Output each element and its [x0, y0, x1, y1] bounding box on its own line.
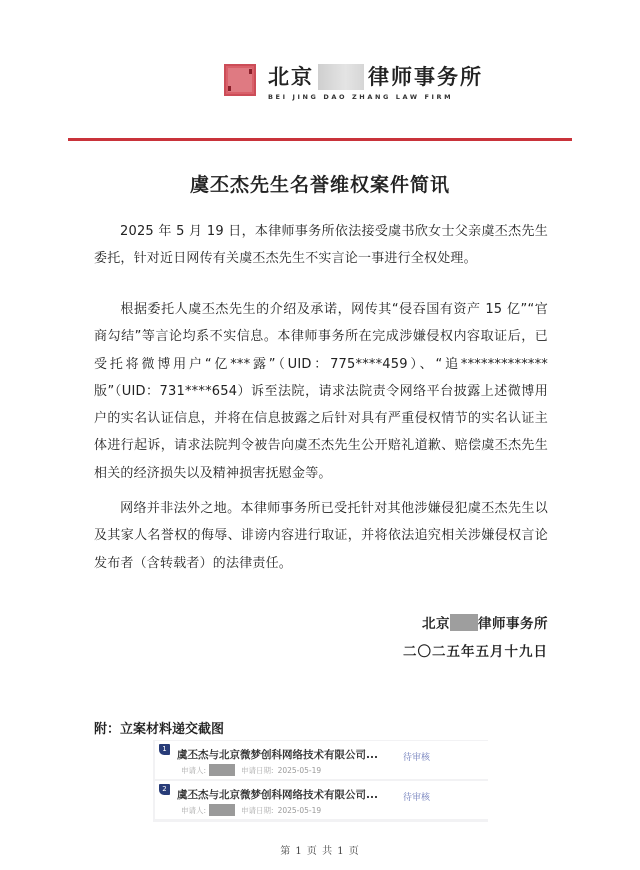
case-card[interactable] — [155, 781, 488, 819]
case-filing-screenshot — [153, 740, 488, 822]
case-index-badge: 1 — [159, 744, 170, 755]
signature-firm — [422, 612, 548, 632]
firm-logo-text — [268, 64, 483, 101]
firm-name-en: BEI JING DAO ZHANG LAW FIRM — [268, 93, 454, 101]
signature-date: 二〇二五年五月十九日 — [403, 644, 548, 660]
paragraph-text: 网络并非法外之地。本律师事务所已受托针对其他涉嫌侵犯虞丕杰先生以及其家人名誉权的侮辱、诽谤内容进行取证，并将依法追究相关涉嫌侵权言论发布者（含转载者）的法律责任。 — [94, 501, 548, 571]
paragraph-3 — [94, 495, 548, 577]
filing-date: 2025-05-19 — [277, 805, 322, 815]
firm-name-cn — [268, 64, 483, 90]
firm-name-prefix: 北京 — [268, 64, 314, 89]
firm-name-suffix: 律师事务所 — [368, 64, 483, 89]
signature-firm-prefix: 北京 — [422, 616, 450, 632]
signature-firm-suffix: 律师事务所 — [478, 616, 548, 632]
case-meta — [181, 764, 321, 776]
applicant-label: 申请人: — [181, 805, 207, 815]
attachment-label: 附：立案材料递交截图 — [94, 722, 225, 737]
applicant-label: 申请人: — [181, 765, 207, 775]
case-title: 虞丕杰与北京微梦创科网络技术有限公司... — [177, 789, 378, 801]
paragraph-text: 2025 年 5 月 19 日，本律师事务所依法接受虞书欣女士父亲虞丕杰先生委托，针对近日网传有关虞丕杰先生不实言论一事进行全权处理。 — [94, 224, 548, 267]
status-badge: 待审核 — [403, 753, 431, 763]
date-label: 申请日期: — [241, 805, 274, 815]
case-meta — [181, 804, 321, 816]
case-index-badge: 2 — [159, 784, 170, 795]
paragraph-1 — [94, 218, 548, 273]
paragraph-text: 根据委托人虞丕杰先生的介绍及承诺，网传其“侵吞国有资产 15 亿”“官商勾结”等言论均系不实信息。本律师事务所在完成涉嫌侵权内容取证后，已受托将微博用户“亿***露”（UID：775****459）、“追*************版”（UID：731****654）诉至法院，请求法院责令网络平台披露上述微博用户的实名认证信息，并将在信息披露之后针对具有严重侵权情节的实名认证主体进行起诉，请求法院判令被告向虞丕杰先生公开赔礼道歉、赔偿虞丕杰先生相关的经济损失以及精神损害抚慰金等。 — [94, 302, 548, 481]
header-divider — [68, 138, 572, 141]
paragraph-2 — [94, 296, 548, 487]
filing-date: 2025-05-19 — [277, 765, 322, 775]
redacted-block — [318, 64, 364, 90]
redacted-block — [450, 614, 478, 631]
red-seal-icon — [224, 64, 256, 96]
redacted-applicant — [209, 804, 235, 816]
case-title: 虞丕杰与北京微梦创科网络技术有限公司... — [177, 749, 378, 761]
redacted-applicant — [209, 764, 235, 776]
firm-logo — [224, 64, 483, 104]
date-label: 申请日期: — [241, 765, 274, 775]
page-number: 第 1 页 共 1 页 — [280, 846, 360, 857]
status-badge: 待审核 — [403, 793, 431, 803]
case-card[interactable] — [155, 741, 488, 779]
document-title: 虞丕杰先生名誉维权案件简讯 — [189, 174, 450, 196]
